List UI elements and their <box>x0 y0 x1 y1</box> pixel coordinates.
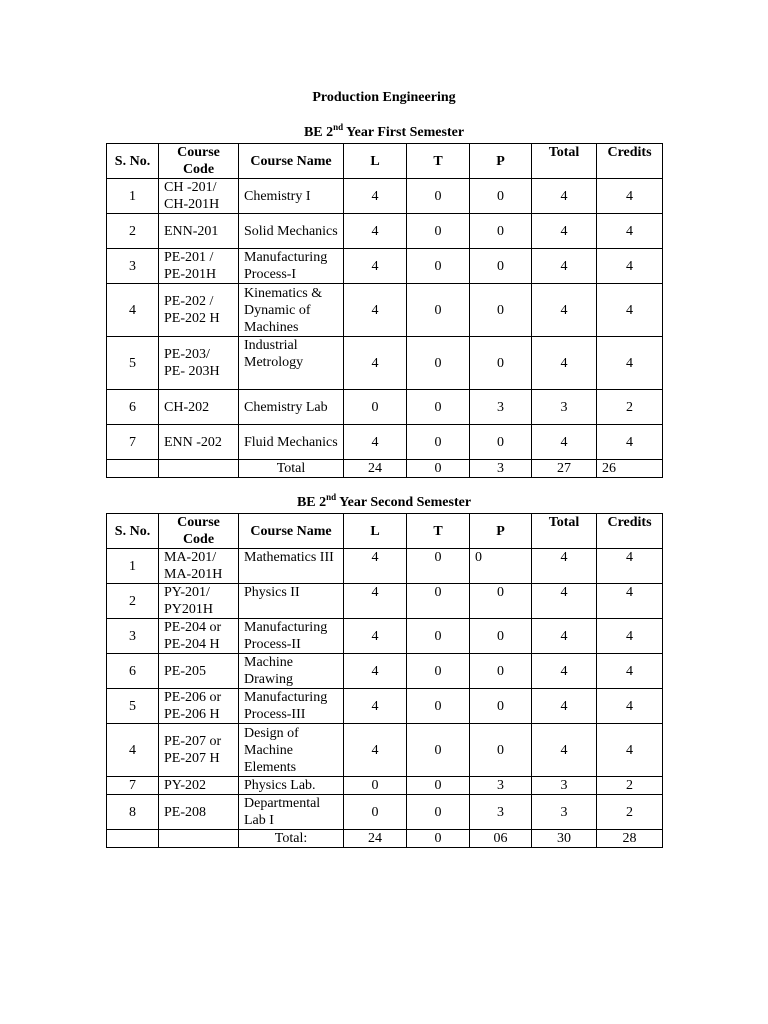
cell-sno: 5 <box>107 337 159 390</box>
cell-code: CH -201/ CH-201H <box>159 179 239 214</box>
totals-label: Total: <box>239 830 344 848</box>
cell-total: 4 <box>532 549 597 584</box>
cell-t: 0 <box>407 214 470 249</box>
cell-name: Chemistry Lab <box>239 390 344 425</box>
cell-credits: 4 <box>597 249 663 284</box>
table-row <box>107 549 663 584</box>
cell-l: 4 <box>344 549 407 584</box>
cell-l: 0 <box>344 390 407 425</box>
cell-total: 4 <box>532 214 597 249</box>
total-p: 3 <box>470 460 532 478</box>
cell-sno: 2 <box>107 214 159 249</box>
cell-name: Solid Mechanics <box>239 214 344 249</box>
cell-l: 0 <box>344 795 407 830</box>
cell-l: 4 <box>344 619 407 654</box>
cell-l: 4 <box>344 284 407 337</box>
cell-p: 0 <box>470 724 532 777</box>
totals-label: Total <box>239 460 344 478</box>
total-l: 24 <box>344 460 407 478</box>
cell-total: 3 <box>532 390 597 425</box>
cell-credits: 4 <box>597 179 663 214</box>
table-row <box>107 795 663 830</box>
cell-p: 0 <box>470 549 532 584</box>
header-t: T <box>407 514 470 549</box>
cell-total: 4 <box>532 724 597 777</box>
cell-total: 4 <box>532 654 597 689</box>
cell-name: Machine Drawing <box>239 654 344 689</box>
cell-t: 0 <box>407 179 470 214</box>
cell-t: 0 <box>407 654 470 689</box>
cell-sno: 8 <box>107 795 159 830</box>
table-row <box>107 337 663 390</box>
cell-p: 0 <box>470 584 532 619</box>
cell-sno: 7 <box>107 425 159 460</box>
cell-sno: 4 <box>107 724 159 777</box>
cell-code: PE-208 <box>159 795 239 830</box>
cell-p: 0 <box>470 654 532 689</box>
cell-sno: 7 <box>107 777 159 795</box>
semester-1-table <box>106 143 663 478</box>
header-course-code: Course Code <box>159 144 239 179</box>
cell-empty <box>159 830 239 848</box>
cell-p: 3 <box>470 390 532 425</box>
cell-credits: 2 <box>597 795 663 830</box>
cell-l: 4 <box>344 689 407 724</box>
cell-total: 4 <box>532 179 597 214</box>
cell-name: Fluid Mechanics <box>239 425 344 460</box>
cell-credits: 4 <box>597 654 663 689</box>
cell-name: Kinematics & Dynamic of Machines <box>239 284 344 337</box>
header-course-name: Course Name <box>239 144 344 179</box>
cell-credits: 2 <box>597 777 663 795</box>
cell-name: Mathematics III <box>239 549 344 584</box>
cell-empty <box>107 460 159 478</box>
cell-sno: 3 <box>107 249 159 284</box>
cell-credits: 4 <box>597 584 663 619</box>
cell-l: 4 <box>344 214 407 249</box>
cell-t: 0 <box>407 284 470 337</box>
cell-empty <box>159 460 239 478</box>
cell-credits: 4 <box>597 689 663 724</box>
cell-t: 0 <box>407 249 470 284</box>
table-row <box>107 425 663 460</box>
cell-sno: 4 <box>107 284 159 337</box>
cell-credits: 4 <box>597 549 663 584</box>
cell-credits: 4 <box>597 425 663 460</box>
cell-empty <box>107 830 159 848</box>
cell-name: Design of Machine Elements <box>239 724 344 777</box>
cell-sno: 6 <box>107 654 159 689</box>
cell-total: 4 <box>532 584 597 619</box>
cell-code: PE-201 / PE-201H <box>159 249 239 284</box>
semester-2-table <box>106 513 663 848</box>
cell-code: PE-206 or PE-206 H <box>159 689 239 724</box>
cell-code: PE-205 <box>159 654 239 689</box>
table-header-row <box>107 144 663 179</box>
header-credits: Credits <box>597 514 663 549</box>
cell-name: Physics Lab. <box>239 777 344 795</box>
cell-sno: 1 <box>107 549 159 584</box>
table-row <box>107 689 663 724</box>
cell-l: 4 <box>344 425 407 460</box>
cell-t: 0 <box>407 390 470 425</box>
header-t: T <box>407 144 470 179</box>
cell-t: 0 <box>407 619 470 654</box>
cell-t: 0 <box>407 337 470 390</box>
cell-credits: 4 <box>597 214 663 249</box>
cell-code: PE-204 or PE-204 H <box>159 619 239 654</box>
cell-code: ENN-201 <box>159 214 239 249</box>
table-row <box>107 654 663 689</box>
table-header-row <box>107 514 663 549</box>
total-credits: 26 <box>597 460 663 478</box>
semester-1-title: BE 2nd Year First Semester <box>303 122 465 140</box>
cell-total: 4 <box>532 284 597 337</box>
cell-t: 0 <box>407 584 470 619</box>
cell-credits: 4 <box>597 724 663 777</box>
header-l: L <box>344 514 407 549</box>
header-course-name: Course Name <box>239 514 344 549</box>
cell-t: 0 <box>407 724 470 777</box>
cell-code: PY-202 <box>159 777 239 795</box>
cell-p: 0 <box>470 214 532 249</box>
table-row <box>107 619 663 654</box>
cell-p: 0 <box>470 337 532 390</box>
table-row <box>107 179 663 214</box>
cell-name: Industrial Metrology <box>239 337 344 390</box>
cell-name: Chemistry I <box>239 179 344 214</box>
total-credits: 28 <box>597 830 663 848</box>
header-course-code: Course Code <box>159 514 239 549</box>
cell-p: 0 <box>470 284 532 337</box>
cell-code: MA-201/ MA-201H <box>159 549 239 584</box>
cell-p: 0 <box>470 689 532 724</box>
cell-p: 0 <box>470 619 532 654</box>
cell-total: 4 <box>532 425 597 460</box>
header-p: P <box>470 514 532 549</box>
total-l: 24 <box>344 830 407 848</box>
header-credits: Credits <box>597 144 663 179</box>
cell-total: 3 <box>532 777 597 795</box>
totals-row <box>107 830 663 848</box>
total-p: 06 <box>470 830 532 848</box>
cell-sno: 6 <box>107 390 159 425</box>
cell-p: 0 <box>470 425 532 460</box>
cell-credits: 4 <box>597 619 663 654</box>
cell-sno: 3 <box>107 619 159 654</box>
cell-total: 4 <box>532 337 597 390</box>
total-t: 0 <box>407 830 470 848</box>
cell-total: 3 <box>532 795 597 830</box>
cell-code: PE-203/ PE- 203H <box>159 337 239 390</box>
cell-p: 3 <box>470 795 532 830</box>
cell-t: 0 <box>407 689 470 724</box>
cell-name: Departmental Lab I <box>239 795 344 830</box>
cell-t: 0 <box>407 777 470 795</box>
cell-total: 4 <box>532 689 597 724</box>
total-total: 30 <box>532 830 597 848</box>
cell-sno: 1 <box>107 179 159 214</box>
cell-sno: 5 <box>107 689 159 724</box>
header-total: Total <box>532 514 597 549</box>
table-row <box>107 249 663 284</box>
table-row <box>107 284 663 337</box>
header-total: Total <box>532 144 597 179</box>
table-row <box>107 777 663 795</box>
header-p: P <box>470 144 532 179</box>
table-row <box>107 724 663 777</box>
cell-l: 0 <box>344 777 407 795</box>
page-title: Production Engineering <box>312 90 456 105</box>
cell-l: 4 <box>344 337 407 390</box>
cell-sno: 2 <box>107 584 159 619</box>
cell-name: Manufacturing Process-II <box>239 619 344 654</box>
cell-l: 4 <box>344 179 407 214</box>
cell-p: 3 <box>470 777 532 795</box>
cell-code: ENN -202 <box>159 425 239 460</box>
cell-p: 0 <box>470 249 532 284</box>
cell-code: PY-201/ PY201H <box>159 584 239 619</box>
cell-total: 4 <box>532 619 597 654</box>
table-row <box>107 584 663 619</box>
totals-row <box>107 460 663 478</box>
semester-2-title: BE 2nd Year Second Semester <box>296 492 472 510</box>
cell-t: 0 <box>407 425 470 460</box>
cell-name: Manufacturing Process-I <box>239 249 344 284</box>
cell-l: 4 <box>344 584 407 619</box>
cell-p: 0 <box>470 179 532 214</box>
header-sno: S. No. <box>107 514 159 549</box>
total-total: 27 <box>532 460 597 478</box>
cell-code: PE-207 or PE-207 H <box>159 724 239 777</box>
cell-code: PE-202 / PE-202 H <box>159 284 239 337</box>
header-sno: S. No. <box>107 144 159 179</box>
cell-l: 4 <box>344 654 407 689</box>
cell-credits: 4 <box>597 284 663 337</box>
cell-credits: 2 <box>597 390 663 425</box>
cell-l: 4 <box>344 724 407 777</box>
cell-name: Physics II <box>239 584 344 619</box>
table-row <box>107 214 663 249</box>
cell-l: 4 <box>344 249 407 284</box>
cell-code: CH-202 <box>159 390 239 425</box>
total-t: 0 <box>407 460 470 478</box>
cell-name: Manufacturing Process-III <box>239 689 344 724</box>
cell-t: 0 <box>407 795 470 830</box>
header-l: L <box>344 144 407 179</box>
cell-total: 4 <box>532 249 597 284</box>
cell-t: 0 <box>407 549 470 584</box>
cell-credits: 4 <box>597 337 663 390</box>
table-row <box>107 390 663 425</box>
